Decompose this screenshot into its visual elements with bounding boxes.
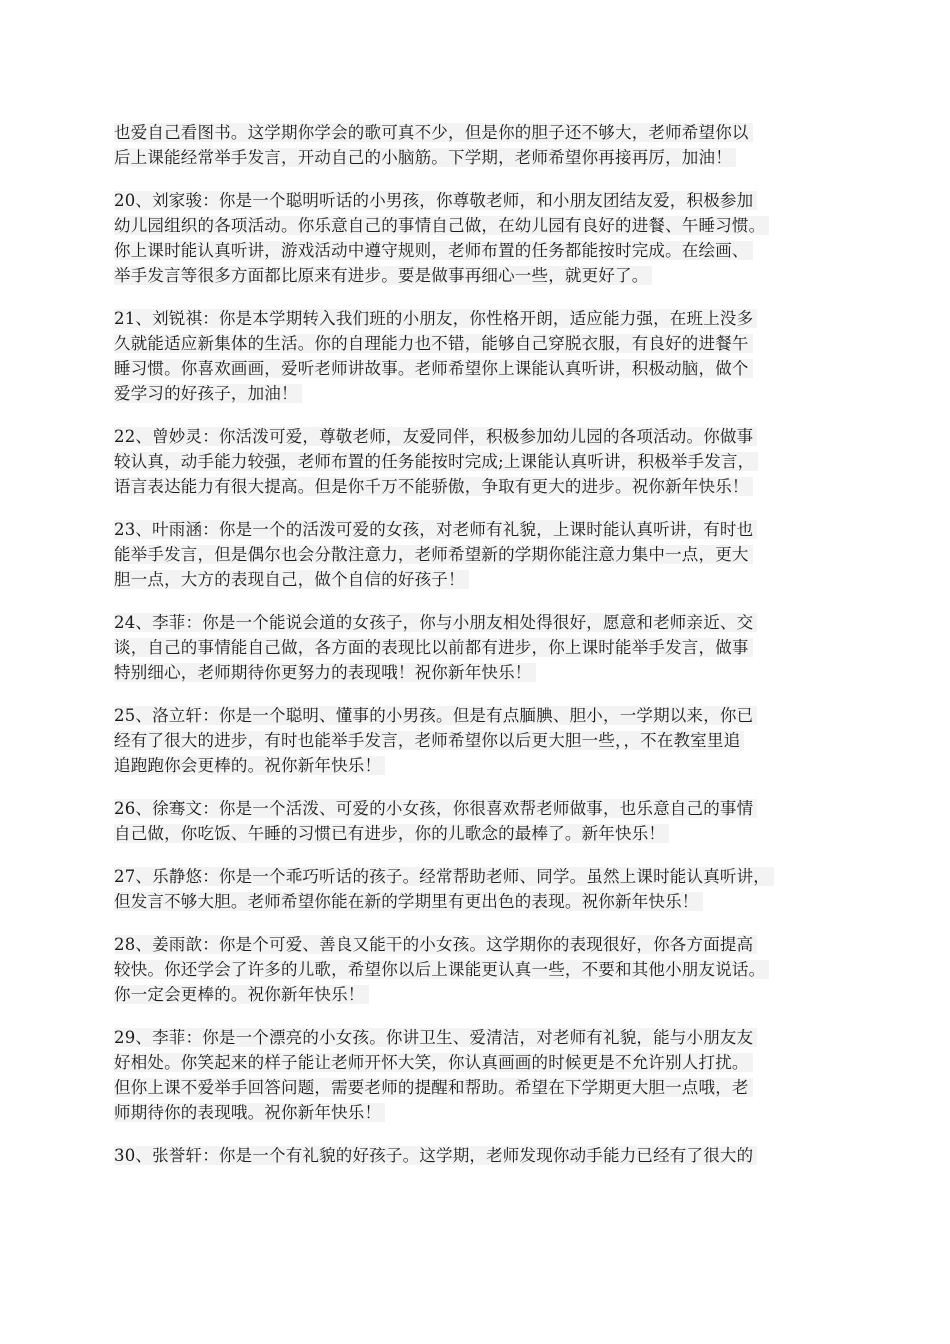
text-line-content: 你上课时能认真听讲，游戏活动中遵守规则，老师布置的任务都能按时完成。在绘画、 (114, 241, 753, 260)
text-line (114, 306, 874, 331)
text-line (114, 1025, 874, 1050)
text-line-content: 后上课能经常举手发言，开动自己的小脑筋。下学期，老师希望你再接再厉，加油！ (114, 148, 736, 167)
text-line (114, 1100, 874, 1125)
text-line (114, 424, 874, 449)
text-line-content: 追跑跑你会更棒的。祝你新年快乐！ (114, 756, 385, 775)
text-line-content: 经有了很大的进步，有时也能举手发言，老师希望你以后更大胆一些，，不在教室里追 (114, 731, 744, 750)
document-body (114, 120, 874, 1186)
text-line-content: 举手发言等很多方面都比原来有进步。要是做事再细心一些，就更好了。 (114, 266, 652, 285)
comment-paragraph (114, 610, 874, 685)
text-line (114, 821, 874, 846)
text-line (114, 263, 874, 288)
text-line-content: 好相处。你笑起来的样子能让老师开怀大笑，你认真画画的时候更是不允许别人打扰。 (114, 1053, 753, 1072)
text-line (114, 381, 874, 406)
text-line (114, 331, 874, 356)
text-line-content: 20、刘家骏：你是一个聪明听话的小男孩，你尊敬老师，和小朋友团结友爱，积极参加 (114, 191, 757, 210)
text-line-content: 较快。你还学会了许多的儿歌，希望你以后上课能更认真一些，不要和其他小朋友说话。 (114, 960, 769, 979)
text-line (114, 356, 874, 381)
comment-paragraph (114, 1025, 874, 1125)
text-line (114, 145, 874, 170)
text-line-content: 但你上课不爱举手回答问题，需要老师的提醒和帮助。希望在下学期更大胆一点哦，老 (114, 1078, 753, 1097)
text-line (114, 932, 874, 957)
comment-paragraph (114, 424, 874, 499)
text-line-content: 师期待你的表现哦。祝你新年快乐！ (114, 1103, 385, 1122)
text-line-content: 你一定会更棒的。祝你新年快乐！ (114, 985, 369, 1004)
text-line-content: 较认真，动手能力较强，老师布置的任务能按时完成;上课能认真听讲，积极举手发言， (114, 452, 758, 471)
text-line (114, 982, 874, 1007)
text-line-content: 26、徐骞文：你是一个活泼、可爱的小女孩，你很喜欢帮老师做事，也乐意自己的事情 (114, 799, 757, 818)
text-line-content: 语言表达能力有很大提高。但是你千万不能骄傲，争取有更大的进步。祝你新年快乐！ (114, 477, 753, 496)
text-line-content: 27、乐静悠：你是一个乖巧听话的孩子。经常帮助老师、同学。虽然上课时能认真听讲， (114, 867, 774, 886)
text-line-content: 特别细心，老师期待你更努力的表现哦！祝你新年快乐！ (114, 663, 536, 682)
text-line-content: 也爱自己看图书。这学期你学会的歌可真不少，但是你的胆子还不够大，老师希望你以 (114, 123, 753, 142)
text-line-content: 久就能适应新集体的生活。你的自理能力也不错，能够自己穿脱衣服，有良好的进餐午 (114, 334, 753, 353)
text-line (114, 728, 874, 753)
text-line-content: 23、叶雨涵：你是一个的活泼可爱的女孩，对老师有礼貌，上课时能认真听讲，有时也 (114, 520, 757, 539)
text-line (114, 188, 874, 213)
comment-paragraph (114, 120, 874, 170)
text-line-content: 幼儿园组织的各项活动。你乐意自己的事情自己做，在幼儿园有良好的进餐、午睡习惯。 (114, 216, 769, 235)
text-line (114, 635, 874, 660)
text-line-content: 睡习惯。你喜欢画画，爱听老师讲故事。老师希望你上课能认真听讲，积极动脑，做个 (114, 359, 753, 378)
text-line (114, 753, 874, 778)
text-line-content: 胆一点，大方的表现自己，做个自信的好孩子！ (114, 570, 469, 589)
comment-paragraph (114, 864, 874, 914)
text-line (114, 957, 874, 982)
comment-paragraph (114, 796, 874, 846)
text-line (114, 542, 874, 567)
text-line (114, 120, 874, 145)
text-line (114, 449, 874, 474)
text-line-content: 30、张誉轩：你是一个有礼貌的好孩子。这学期，老师发现你动手能力已经有了很大的 (114, 1146, 757, 1165)
text-line-content: 21、刘锐祺：你是本学期转入我们班的小朋友，你性格开朗，适应能力强，在班上没多 (114, 309, 757, 328)
text-line (114, 213, 874, 238)
text-line (114, 889, 874, 914)
comment-paragraph (114, 1143, 874, 1168)
text-line-content: 25、洛立轩：你是一个聪明、懂事的小男孩。但是有点腼腆、胆小，一学期以来，你已 (114, 706, 757, 725)
text-line (114, 1050, 874, 1075)
text-line (114, 1075, 874, 1100)
text-line-content: 29、李菲：你是一个漂亮的小女孩。你讲卫生、爱清洁，对老师有礼貌，能与小朋友友 (114, 1028, 757, 1047)
text-line (114, 567, 874, 592)
text-line (114, 796, 874, 821)
text-line-content: 能举手发言，但是偶尔也会分散注意力，老师希望新的学期你能注意力集中一点，更大 (114, 545, 753, 564)
text-line-content: 22、曾妙灵：你活泼可爱，尊敬老师，友爱同伴，积极参加幼儿园的各项活动。你做事 (114, 427, 757, 446)
text-line (114, 238, 874, 263)
text-line (114, 1143, 874, 1168)
text-line-content: 爱学习的好孩子，加油！ (114, 384, 302, 403)
text-line (114, 517, 874, 542)
comment-paragraph (114, 188, 874, 288)
comment-paragraph (114, 703, 874, 778)
comment-paragraph (114, 932, 874, 1007)
text-line (114, 703, 874, 728)
text-line (114, 610, 874, 635)
text-line (114, 660, 874, 685)
text-line (114, 864, 874, 889)
text-line-content: 28、姜雨歆：你是个可爱、善良又能干的小女孩。这学期你的表现很好，你各方面提高 (114, 935, 757, 954)
text-line-content: 但发言不够大胆。老师希望你能在新的学期里有更出色的表现。祝你新年快乐！ (114, 892, 703, 911)
text-line-content: 谈，自己的事情能自己做，各方面的表现比以前都有进步，你上课时能举手发言，做事 (114, 638, 753, 657)
comment-paragraph (114, 306, 874, 406)
text-line-content: 24、李菲：你是一个能说会道的女孩子，你与小朋友相处得很好，愿意和老师亲近、交 (114, 613, 757, 632)
text-line-content: 自己做，你吃饭、午睡的习惯已有进步，你的儿歌念的最棒了。新年快乐！ (114, 824, 669, 843)
text-line (114, 474, 874, 499)
comment-paragraph (114, 517, 874, 592)
